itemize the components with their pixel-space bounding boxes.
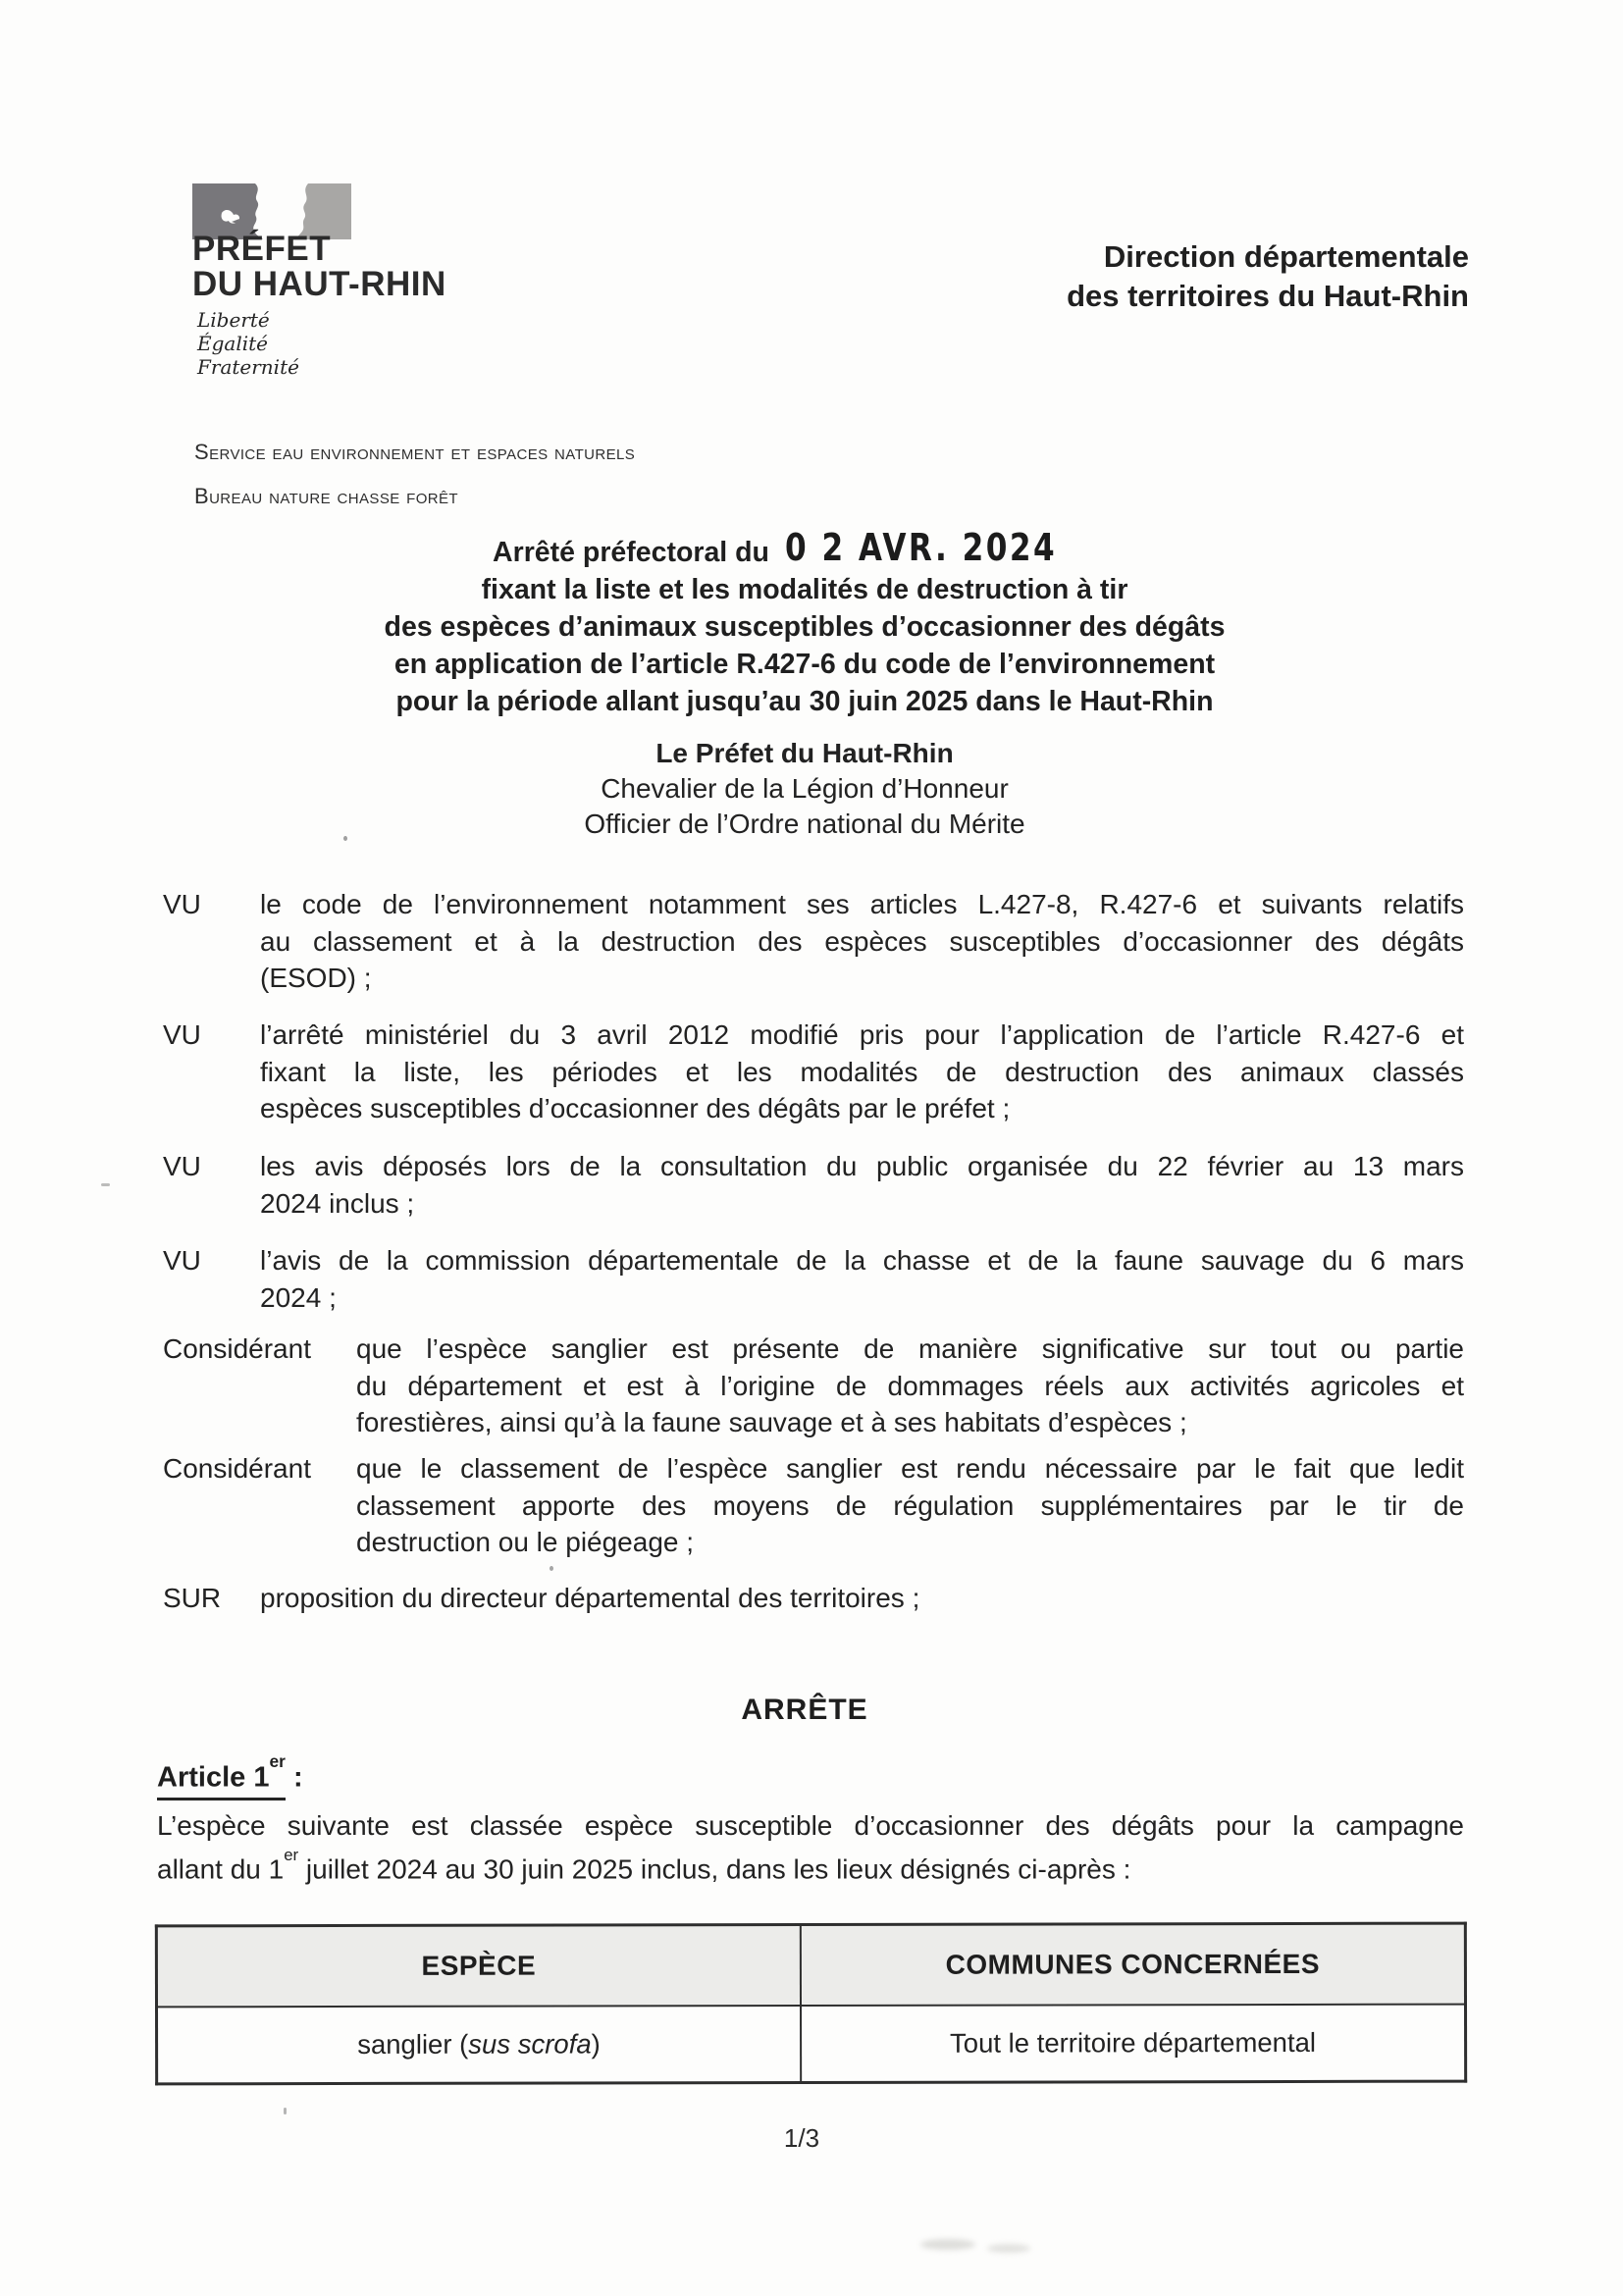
article-1-heading: Article 1er : bbox=[157, 1760, 303, 1800]
text-line: Égalité bbox=[197, 332, 268, 355]
scan-smudge bbox=[987, 2244, 1030, 2253]
text-line: du département et est à l’origine de dommages réels aux activités agricoles et bbox=[356, 1370, 1464, 1401]
text-line: espèces susceptibles d’occasionner des dégâts par le préfet ; bbox=[260, 1093, 1011, 1123]
species-table-row bbox=[157, 2005, 1466, 2084]
direction-name bbox=[1067, 237, 1469, 316]
recital-text bbox=[356, 1331, 1464, 1441]
recital-considerant-1 bbox=[163, 1331, 1464, 1441]
text-line: Direction départementale bbox=[1103, 239, 1469, 274]
table-header-espece: ESPÈCE bbox=[156, 1925, 800, 2008]
communes-cell: Tout le territoire départemental bbox=[801, 2005, 1466, 2083]
prefect-titles bbox=[152, 736, 1457, 842]
text-line: en application de l’article R.427-6 du code de l’environnement bbox=[393, 649, 1216, 680]
decree-heading: ARRÊTE bbox=[741, 1694, 868, 1726]
page-number: 1/3 bbox=[783, 2123, 820, 2153]
recital-text bbox=[260, 1242, 1464, 1316]
text-line: Liberté bbox=[197, 308, 270, 332]
recital-considerant-2 bbox=[163, 1450, 1464, 1561]
text-line: fixant la liste et les modalités de destruction à tir bbox=[481, 574, 1128, 605]
date-stamp: 0 2 AVR. 2024 bbox=[784, 526, 1058, 569]
text-line: fixant la liste, les périodes et les modalités de destruction des animaux classés bbox=[260, 1056, 1464, 1087]
text-line: des territoires du Haut-Rhin bbox=[1067, 279, 1469, 313]
scan-smudge bbox=[920, 2239, 975, 2250]
text-line: l’avis de la commission départementale de la chasse et de la faune sauvage du 6 mars bbox=[260, 1245, 1464, 1276]
article-1-paragraph-line2: allant du 1er juillet 2024 au 30 juin 2025 inclus, dans les lieux désignés ci-après : bbox=[157, 1845, 1131, 1885]
text-line: proposition du directeur départemental des territoires ; bbox=[260, 1583, 920, 1613]
prefecture-name bbox=[192, 232, 446, 302]
text-line: 2024 inclus ; bbox=[260, 1187, 415, 1219]
text-line: au classement et à la destruction des espèces susceptibles d’occasionner des dégâts bbox=[260, 925, 1464, 957]
recital-vu-2 bbox=[163, 1017, 1464, 1127]
article-1-paragraph-line1: L’espèce suivante est classée espèce susceptible d’occasionner des dégâts pour la campagne bbox=[157, 1810, 1464, 1841]
prefecture-name-line1: PRÉFET bbox=[192, 230, 332, 268]
recital-vu-3 bbox=[163, 1148, 1464, 1222]
species-cell: sanglier (sus scrofa) bbox=[157, 2006, 801, 2084]
recital-label: Considérant bbox=[163, 1453, 311, 1484]
recital-label: VU bbox=[163, 1245, 201, 1276]
text-line: destruction ou le piégeage ; bbox=[356, 1527, 695, 1557]
species-table bbox=[155, 1922, 1467, 2086]
scan-speck bbox=[101, 1183, 110, 1186]
prefecture-name-line2: DU HAUT-RHIN bbox=[192, 265, 446, 303]
prefect-title-line1: Le Préfet du Haut-Rhin bbox=[655, 738, 954, 768]
text-line: des espèces d’animaux susceptibles d’occasionner des dégâts bbox=[384, 611, 1226, 643]
recital-label: VU bbox=[163, 1151, 201, 1181]
text-line: le code de l’environnement notamment ses articles L.427-8, R.427-6 et suivants relatifs bbox=[260, 889, 1464, 919]
recital-label: VU bbox=[163, 889, 201, 919]
article-1-heading-underlined: Article 1er bbox=[157, 1760, 286, 1800]
decree-title bbox=[152, 526, 1457, 720]
text-line: que l’espèce sanglier est présente de manière significative sur tout ou partie bbox=[356, 1333, 1464, 1364]
service-bureau-names bbox=[194, 440, 635, 528]
recital-label: SUR bbox=[163, 1583, 222, 1613]
scan-speck bbox=[343, 836, 347, 841]
text-line: l’arrêté ministériel du 3 avril 2012 modifié pris pour l’application de l’article R.427-6 et bbox=[260, 1019, 1464, 1050]
scan-speck bbox=[284, 2108, 287, 2114]
text-line: classement apporte des moyens de régulation supplémentaires par le tir de bbox=[356, 1489, 1464, 1521]
table-header-communes: COMMUNES CONCERNÉES bbox=[801, 1923, 1466, 2006]
recital-sur bbox=[163, 1580, 1464, 1617]
species-table-header-row bbox=[156, 1923, 1465, 2007]
text-line: 2024 ; bbox=[260, 1281, 337, 1313]
text-line: que le classement de l’espèce sanglier est rendu nécessaire par le fait que ledit bbox=[356, 1453, 1464, 1484]
species-latin-name: sus scrofa bbox=[468, 2028, 592, 2060]
recital-text bbox=[260, 1148, 1464, 1222]
text-line: forestières, ainsi qu’à la faune sauvage et à ses habitats d’espèces ; bbox=[356, 1407, 1187, 1437]
text-line: Bureau nature chasse forêt bbox=[194, 484, 458, 508]
decree-title-line1 bbox=[152, 526, 1457, 571]
recital-text bbox=[260, 1017, 1464, 1127]
text-line: Service eau environnement et espaces naturels bbox=[194, 440, 636, 464]
text-line: (ESOD) ; bbox=[260, 963, 372, 993]
recital-text bbox=[260, 1580, 1464, 1617]
recital-label: VU bbox=[163, 1019, 201, 1050]
decree-title-prefix: Arrêté préfectoral du bbox=[493, 537, 769, 568]
recital-text bbox=[260, 886, 1464, 997]
prefect-title-line3: Officier de l’Ordre national du Mérite bbox=[584, 809, 1025, 839]
recital-text bbox=[356, 1450, 1464, 1561]
text-line: Fraternité bbox=[197, 355, 299, 379]
recital-label: Considérant bbox=[163, 1333, 311, 1364]
prefect-title-line2: Chevalier de la Légion d’Honneur bbox=[601, 773, 1009, 804]
recital-vu-4 bbox=[163, 1242, 1464, 1316]
article-1-paragraph bbox=[157, 1807, 1464, 1888]
text-line: pour la période allant jusqu’au 30 juin 2025 dans le Haut-Rhin bbox=[395, 686, 1214, 717]
decree-title-lines bbox=[152, 571, 1457, 720]
recital-vu-1 bbox=[163, 886, 1464, 997]
republic-motto bbox=[197, 308, 299, 379]
text-line: les avis déposés lors de la consultation du public organisée du 22 février au 13 mars bbox=[260, 1151, 1464, 1181]
scan-speck bbox=[550, 1566, 553, 1571]
